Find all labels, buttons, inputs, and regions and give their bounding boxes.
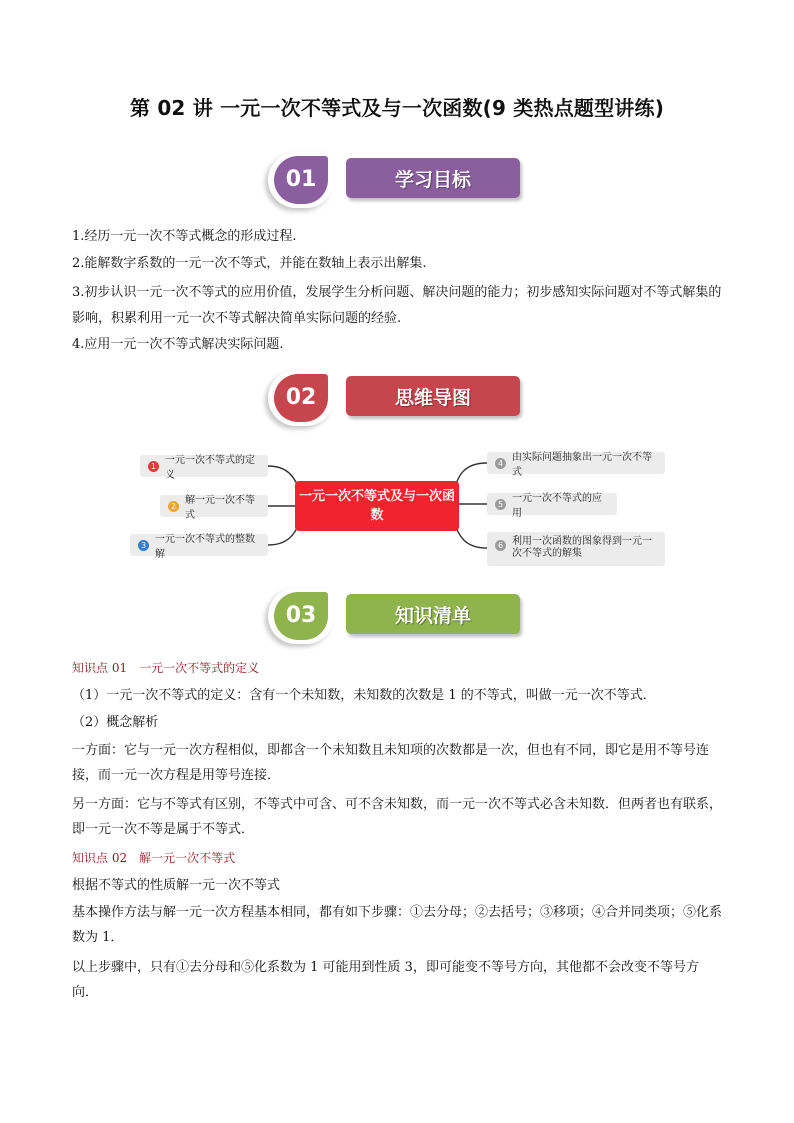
knowledge-point-title: 知识点 01 一元一次不等式的定义 [72, 661, 260, 675]
mindmap-node-6 [487, 532, 665, 566]
section-header-objectives [268, 152, 528, 212]
section-number-badge [268, 152, 334, 208]
paragraph: 一方面：它与一元一次方程相似，即都含一个未知数且未知项的次数都是一次，但也有不同，即它是用不等号连接，而一元一次方程是用等号连接． [72, 743, 710, 783]
mindmap-node-label: 由实际问题抽象出一元一次不等式 [512, 452, 652, 478]
section-header-mindmap [268, 370, 528, 430]
paragraph: 另一方面：它与不等式有区别，不等式中可含、可不含未知数，而一元一次不等式必含未知数．但两者也有联系，即一元一次不等是属于不等式． [72, 797, 723, 837]
mindmap-node-label: 解一元一次不等式 [185, 495, 255, 521]
section-label-bar [346, 158, 520, 198]
section-label: 思维导图 [394, 387, 471, 409]
section-label-bar [346, 594, 520, 634]
paragraph: （1）一元一次不等式的定义：含有一个未知数，未知数的次数是 1 的不等式，叫做一元一次不等式． [72, 688, 656, 703]
section-number-badge [268, 370, 334, 426]
paragraph: 以上步骤中，只有①去分母和⑤化系数为 1 可能用到性质 3，即可能变不等号方向，其他都不会改变不等号方向． [72, 960, 699, 1000]
section-label-bar [346, 376, 520, 416]
objective-item: 1.经历一元一次不等式概念的形成过程. [72, 229, 297, 244]
mindmap-node-label: 一元一次不等式的定义 [165, 455, 255, 481]
knowledge-point-title: 知识点 02 解一元一次不等式 [72, 851, 236, 865]
section-label: 学习目标 [394, 169, 471, 191]
mindmap-node-label: 利用一次函数的图象得到一元一次不等式的解集 [512, 536, 652, 559]
mindmap-center-node: 一元一次不等式及与一次函数 [295, 481, 459, 531]
mindmap-node-label: 一元一次不等式的应用 [512, 493, 602, 519]
section-label: 知识清单 [394, 605, 471, 627]
objective-item: 4.应用一元一次不等式解决实际问题. [72, 337, 284, 352]
paragraph: 根据不等式的性质解一元一次不等式 [72, 878, 281, 893]
badge-number: 2 [168, 501, 179, 512]
section-number: 03 [285, 603, 317, 628]
page-title: 第 02 讲 一元一次不等式及与一次函数(9 类热点题型讲练) [129, 96, 665, 120]
paragraph: （2）概念解析 [72, 715, 159, 730]
mindmap-node-1 [140, 455, 268, 481]
mindmap-node-3 [130, 534, 268, 560]
mindmap-node-4 [487, 452, 665, 478]
section-number: 02 [285, 385, 317, 410]
section-header-knowledge [268, 588, 528, 648]
badge-number: 3 [138, 540, 149, 551]
badge-number: 4 [495, 458, 506, 469]
badge-number: 5 [495, 499, 506, 510]
mindmap-node-label: 一元一次不等式的整数解 [155, 534, 255, 560]
mindmap-node-5 [487, 493, 617, 519]
badge-number: 1 [148, 461, 159, 472]
paragraph: 基本操作方法与解一元一次方程基本相同，都有如下步骤：①去分母；②去括号；③移项；④合并同类项；⑤化系数为 1． [72, 905, 723, 945]
section-number-badge [268, 588, 334, 644]
badge-number: 6 [495, 540, 506, 551]
objective-item: 2.能解数字系数的一元一次不等式，并能在数轴上表示出解集. [72, 256, 427, 271]
objective-item: 3.初步认识一元一次不等式的应用价值，发展学生分析问题、解决问题的能力；初步感知实际问题对不等式解集的影响，积累利用一元一次不等式解决简单实际问题的经验. [72, 285, 722, 326]
mindmap-node-2 [160, 495, 268, 521]
section-number: 01 [285, 167, 317, 192]
